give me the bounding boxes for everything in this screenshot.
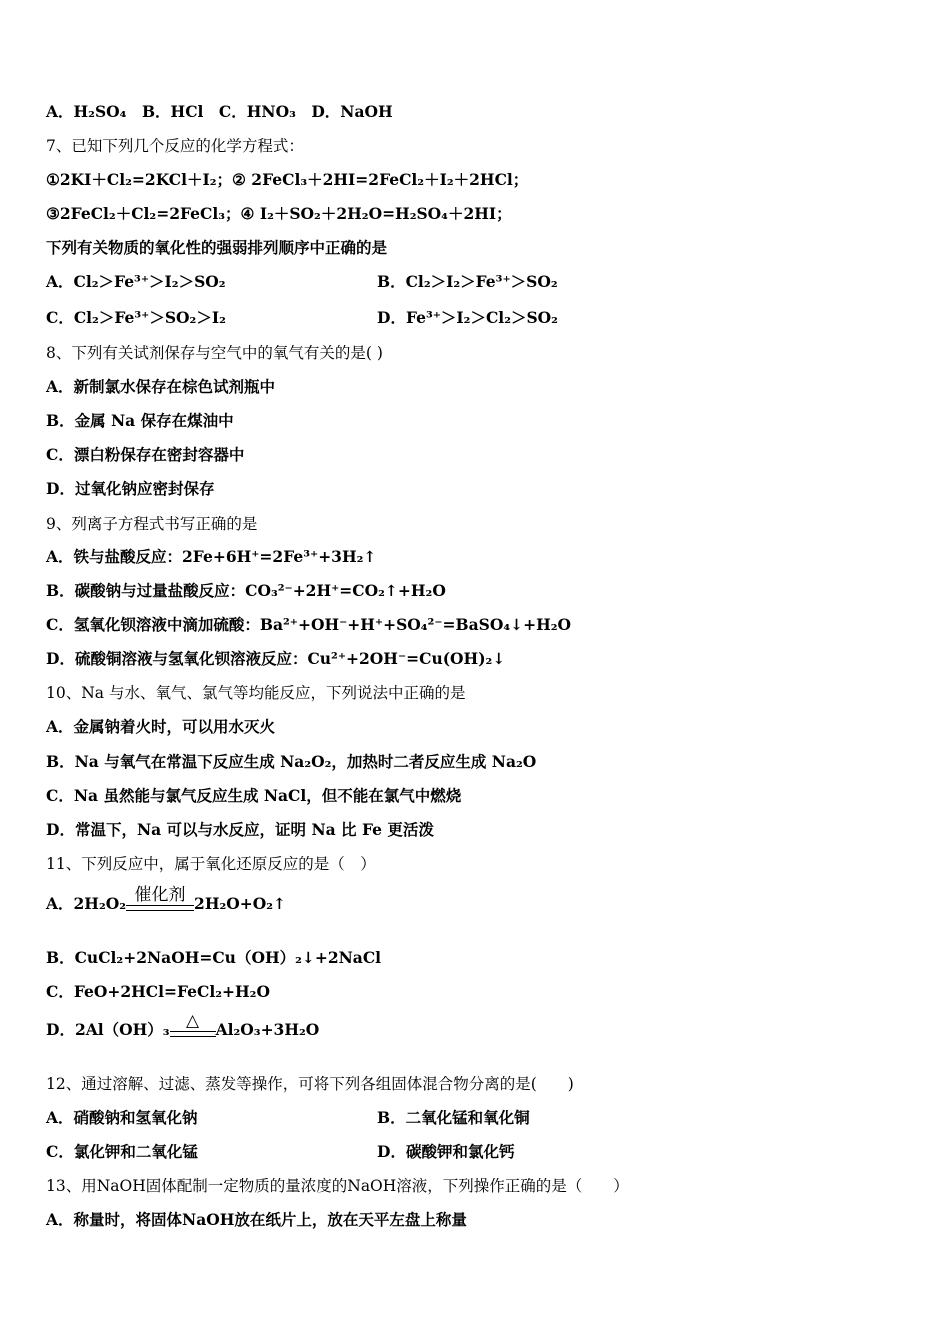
q10-option-c: C．Na 虽然能与氯气反应生成 NaCl，但不能在氯气中燃烧 bbox=[46, 786, 462, 805]
q12-option-b: B．二氧化锰和氧化铜 bbox=[377, 1108, 530, 1127]
q12-option-c: C．氯化钾和二氧化锰 bbox=[46, 1142, 198, 1161]
q10-option-a: A．金属钠着火时，可以用水灭火 bbox=[46, 717, 276, 736]
q7-option-a: A．Cl₂＞Fe³⁺＞I₂＞SO₂ bbox=[46, 272, 226, 291]
q11-stem: 11、下列反应中，属于氧化还原反应的是（ ） bbox=[46, 855, 376, 873]
q8-option-d: D．过氧化钠应密封保存 bbox=[46, 479, 215, 498]
q7-equations-2: ③2FeCl₂＋Cl₂=2FeCl₃；④ I₂＋SO₂＋2H₂O=H₂SO₄＋2HI； bbox=[46, 204, 512, 223]
q7-option-d: D．Fe³⁺＞I₂＞Cl₂＞SO₂ bbox=[377, 308, 558, 327]
q6-options: A．H₂SO₄ B．HCl C．HNO₃ D．NaOH bbox=[46, 102, 393, 121]
double-bar bbox=[126, 905, 194, 911]
q9-option-a: A．铁与盐酸反应：2Fe+6H⁺=2Fe³⁺+3H₂↑ bbox=[46, 547, 377, 566]
q13-stem: 13、用NaOH固体配制一定物质的量浓度的NaOH溶液，下列操作正确的是（ ） bbox=[46, 1177, 629, 1195]
q13-option-a: A．称量时，将固体NaOH放在纸片上，放在天平左盘上称量 bbox=[46, 1210, 467, 1229]
q10-stem: 10、Na 与水、氧气、氯气等均能反应，下列说法中正确的是 bbox=[46, 684, 466, 702]
q7-stem: 7、已知下列几个反应的化学方程式： bbox=[46, 137, 304, 155]
q12-stem: 12、通过溶解、过滤、蒸发等操作，可将下列各组固体混合物分离的是( ) bbox=[46, 1075, 574, 1093]
q9-stem: 9、列离子方程式书写正确的是 bbox=[46, 515, 258, 533]
q11-a-product: 2H₂O+O₂↑ bbox=[194, 894, 287, 913]
q8-option-b: B．金属 Na 保存在煤油中 bbox=[46, 411, 234, 430]
heat-arrow bbox=[170, 1011, 216, 1040]
q7-option-c: C．Cl₂＞Fe³⁺＞SO₂＞I₂ bbox=[46, 308, 226, 327]
q11-option-c: C．FeO+2HCl=FeCl₂+H₂O bbox=[46, 982, 270, 1001]
q9-option-b: B．碳酸钠与过量盐酸反应：CO₃²⁻+2H⁺=CO₂↑+H₂O bbox=[46, 581, 446, 600]
q7-option-b: B．Cl₂＞I₂＞Fe³⁺＞SO₂ bbox=[377, 272, 558, 291]
q11-d-reactant: D．2Al（OH）₃ bbox=[46, 1020, 170, 1039]
q12-option-a: A．硝酸钠和氢氧化钠 bbox=[46, 1108, 198, 1127]
q11-a-reactant: A．2H₂O₂ bbox=[46, 894, 127, 913]
q7-question: 下列有关物质的氧化性的强弱排列顺序中正确的是 bbox=[46, 238, 388, 257]
q7-equations-1: ①2KI＋Cl₂=2KCl＋I₂；② 2FeCl₃＋2HI=2FeCl₂＋I₂＋2HCl； bbox=[46, 170, 529, 189]
q11-option-d bbox=[46, 1011, 319, 1040]
q8-stem: 8、下列有关试剂保存与空气中的氧气有关的是( ) bbox=[46, 344, 383, 362]
double-bar bbox=[170, 1031, 216, 1037]
q9-option-c: C．氢氧化钡溶液中滴加硫酸：Ba²⁺+OH⁻+H⁺+SO₄²⁻=BaSO₄↓+H₂O bbox=[46, 615, 572, 634]
q11-option-b: B．CuCl₂+2NaOH=Cu（OH）₂↓+2NaCl bbox=[46, 948, 382, 967]
q9-option-d: D．硫酸铜溶液与氢氧化钡溶液反应：Cu²⁺+2OH⁻=Cu(OH)₂↓ bbox=[46, 649, 506, 668]
q11-d-product: Al₂O₃+3H₂O bbox=[215, 1020, 320, 1039]
q10-option-b: B．Na 与氧气在常温下反应生成 Na₂O₂，加热时二者反应生成 Na₂O bbox=[46, 752, 537, 771]
q12-option-d: D．碳酸钾和氯化钙 bbox=[377, 1142, 515, 1161]
q8-option-a: A．新制氯水保存在棕色试剂瓶中 bbox=[46, 377, 276, 396]
q11-option-a bbox=[46, 885, 286, 914]
q8-option-c: C．漂白粉保存在密封容器中 bbox=[46, 445, 245, 464]
catalyst-arrow bbox=[126, 885, 194, 914]
heat-triangle-icon: △ bbox=[186, 1011, 200, 1031]
catalyst-label: 催化剂 bbox=[134, 885, 186, 905]
q10-option-d: D．常温下，Na 可以与水反应，证明 Na 比 Fe 更活泼 bbox=[46, 820, 434, 839]
